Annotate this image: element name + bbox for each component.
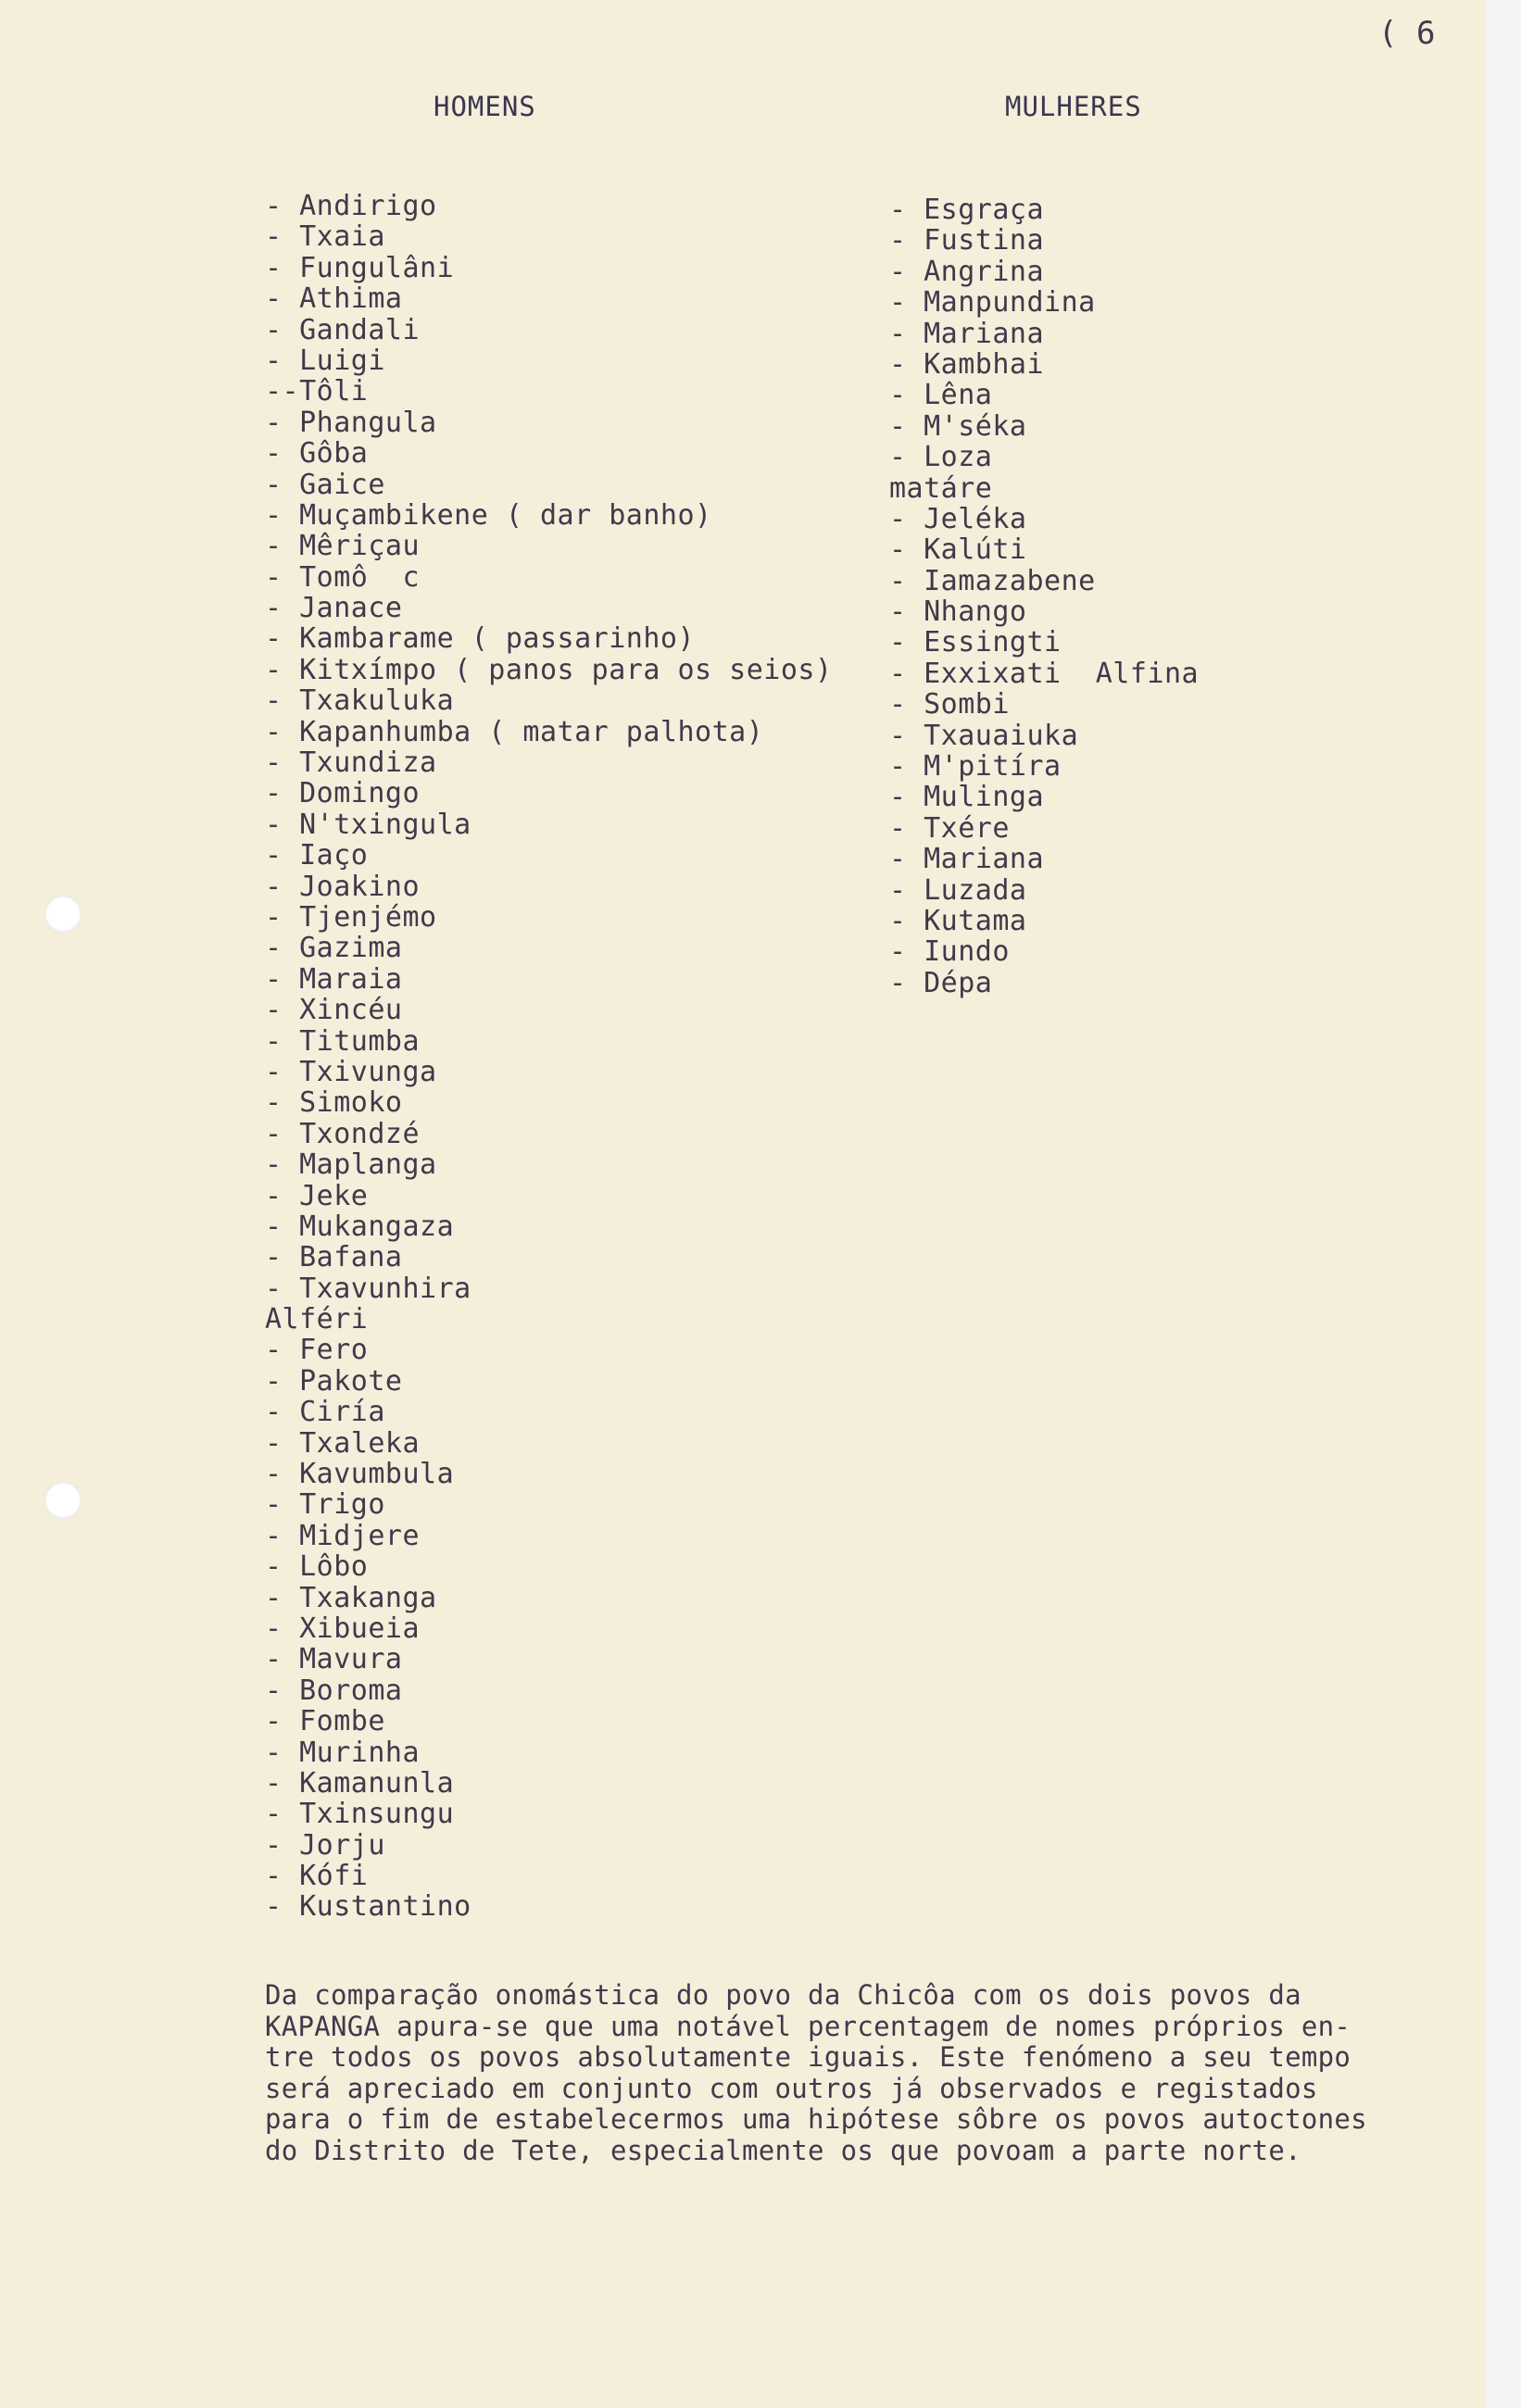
homens-name-item: - Murinha <box>265 1736 421 1769</box>
homens-name-item: - Tjenjémo <box>265 900 437 934</box>
homens-name-item: - Txakanga <box>265 1581 437 1614</box>
mulheres-header: MULHERES <box>1005 91 1142 122</box>
mulheres-name-item: - M'pitíra <box>889 750 1062 784</box>
homens-name-item: - Txaia <box>265 220 385 254</box>
paragraph-line: será apreciado em conjunto com outros já observados e registados <box>265 2072 1318 2104</box>
scan-margin <box>1486 0 1521 2408</box>
paragraph-line: Da comparação onomástica do povo da Chicôa com os dois povos da <box>265 1979 1301 2011</box>
homens-name-item: - Kustantino <box>265 1890 471 1924</box>
homens-name-item: - Joakino <box>265 870 421 903</box>
homens-name-item: - Xibueia <box>265 1612 421 1645</box>
homens-name-item: - Kapanhumba ( matar palhota) <box>265 715 764 748</box>
mulheres-name-item: - Esgraça <box>889 194 1045 226</box>
homens-name-item: - Kambarame ( passarinho) <box>265 622 696 656</box>
homens-name-item: - Fungulâni <box>265 251 455 284</box>
homens-name-item: - Mukangaza <box>265 1210 455 1243</box>
homens-name-item: - N'txingula <box>265 808 471 841</box>
mulheres-name-item: - Sombi <box>889 688 1010 721</box>
mulheres-name-item: - Iamazabene <box>889 564 1096 597</box>
punch-hole <box>44 1482 82 1519</box>
mulheres-name-item: - Lêna <box>889 379 993 412</box>
homens-name-item: - Domingo <box>265 777 421 810</box>
homens-name-item: - Txundiza <box>265 746 437 780</box>
homens-name-item: - Ciría <box>265 1396 385 1429</box>
punch-hole <box>44 896 82 933</box>
homens-name-item: - Txakuluka <box>265 684 455 718</box>
mulheres-name-item: - Jeléka <box>889 502 1027 535</box>
homens-name-item: - Fombe <box>265 1705 385 1738</box>
mulheres-name-item: - Exxixati Alfina <box>889 657 1200 690</box>
homens-name-item: - Phangula <box>265 406 437 439</box>
mulheres-name-item: - Mariana <box>889 317 1045 350</box>
homens-name-item: - Trigo <box>265 1488 385 1522</box>
homens-name-item: - Titumba <box>265 1024 421 1058</box>
homens-name-item: - Midjere <box>265 1519 421 1552</box>
mulheres-name-item: - Fustina <box>889 224 1045 257</box>
homens-name-item: - Kamanunla <box>265 1766 455 1800</box>
homens-name-item: - Pakote <box>265 1364 403 1398</box>
mulheres-name-item: - M'séka <box>889 409 1027 443</box>
homens-name-item: - Gazima <box>265 932 403 965</box>
homens-name-item: - Kitxímpo ( panos para os seios) <box>265 653 833 686</box>
page-number: ( 6 <box>1378 15 1436 52</box>
paragraph-line: KAPANGA apura-se que uma notável percentagem de nomes próprios en- <box>265 2010 1351 2042</box>
homens-name-item: - Gandali <box>265 313 421 346</box>
homens-name-item: - Tomô c <box>265 560 421 594</box>
paragraph-line: para o fim de estabelecermos uma hipótese sôbre os povos autoctones <box>265 2103 1367 2135</box>
homens-name-item: - Jeke <box>265 1179 369 1212</box>
homens-name-item: - Simoko <box>265 1086 403 1120</box>
mulheres-name-item: - Kambhai <box>889 347 1045 381</box>
homens-name-item: - Mêriçau <box>265 530 421 563</box>
paragraph-line: do Distrito de Tete, especialmente os que povoam a parte norte. <box>265 2134 1301 2166</box>
homens-name-item: Alféri <box>265 1303 369 1336</box>
paragraph-line: tre todos os povos absolutamente iguais. Este fenómeno a seu tempo <box>265 2041 1351 2073</box>
homens-name-item: - Kófi <box>265 1860 369 1893</box>
homens-name-item: - Jorju <box>265 1828 385 1862</box>
homens-list <box>265 191 833 1923</box>
mulheres-name-item: - Luzada <box>889 873 1027 907</box>
homens-name-item: - Kavumbula <box>265 1458 455 1491</box>
mulheres-name-item: - Kalúti <box>889 533 1027 567</box>
homens-name-item: --Tôli <box>265 375 369 408</box>
homens-name-item: - Bafana <box>265 1241 403 1274</box>
homens-name-item: - Gaice <box>265 468 385 501</box>
mulheres-name-item: - Mulinga <box>889 781 1045 814</box>
homens-name-item: - Maraia <box>265 962 403 996</box>
homens-header: HOMENS <box>434 91 536 122</box>
homens-name-item: - Athima <box>265 282 403 316</box>
homens-name-item: - Mavura <box>265 1643 403 1676</box>
homens-name-item: - Boroma <box>265 1674 403 1707</box>
homens-name-item: - Luigi <box>265 344 385 377</box>
mulheres-name-item: - Txauaiuka <box>889 719 1079 752</box>
mulheres-name-item: - Manpundina <box>889 286 1096 320</box>
mulheres-name-item: - Angrina <box>889 255 1045 288</box>
homens-name-item: - Txinsungu <box>265 1798 455 1831</box>
mulheres-name-item: - Kutama <box>889 904 1027 937</box>
homens-name-item: - Maplanga <box>265 1148 437 1182</box>
homens-name-item: - Txondzé <box>265 1117 421 1150</box>
mulheres-name-item: - Mariana <box>889 843 1045 876</box>
homens-name-item: - Gôba <box>265 437 369 470</box>
homens-name-item: - Muçambikene ( dar banho) <box>265 498 712 532</box>
homens-name-item: - Txaleka <box>265 1426 421 1460</box>
homens-name-item: - Txivunga <box>265 1055 437 1088</box>
comparison-paragraph <box>265 1980 1478 2166</box>
mulheres-name-item: - Dépa <box>889 966 993 999</box>
mulheres-name-item: - Iundo <box>889 935 1010 969</box>
homens-name-item: - Fero <box>265 1334 369 1367</box>
homens-name-item: - Xincéu <box>265 994 403 1027</box>
homens-name-item: - Txavunhira <box>265 1272 471 1305</box>
mulheres-name-item: - Nhango <box>889 596 1027 629</box>
mulheres-name-item: - Essingti <box>889 626 1062 659</box>
mulheres-name-item: - Txére <box>889 811 1010 845</box>
mulheres-name-item: - Loza <box>889 441 993 474</box>
homens-name-item: - Iaço <box>265 839 369 872</box>
homens-name-item: - Janace <box>265 592 403 625</box>
mulheres-list <box>889 194 1199 998</box>
mulheres-name-item: matáre <box>889 471 993 505</box>
homens-name-item: - Andirigo <box>265 190 437 222</box>
homens-name-item: - Lôbo <box>265 1550 369 1584</box>
